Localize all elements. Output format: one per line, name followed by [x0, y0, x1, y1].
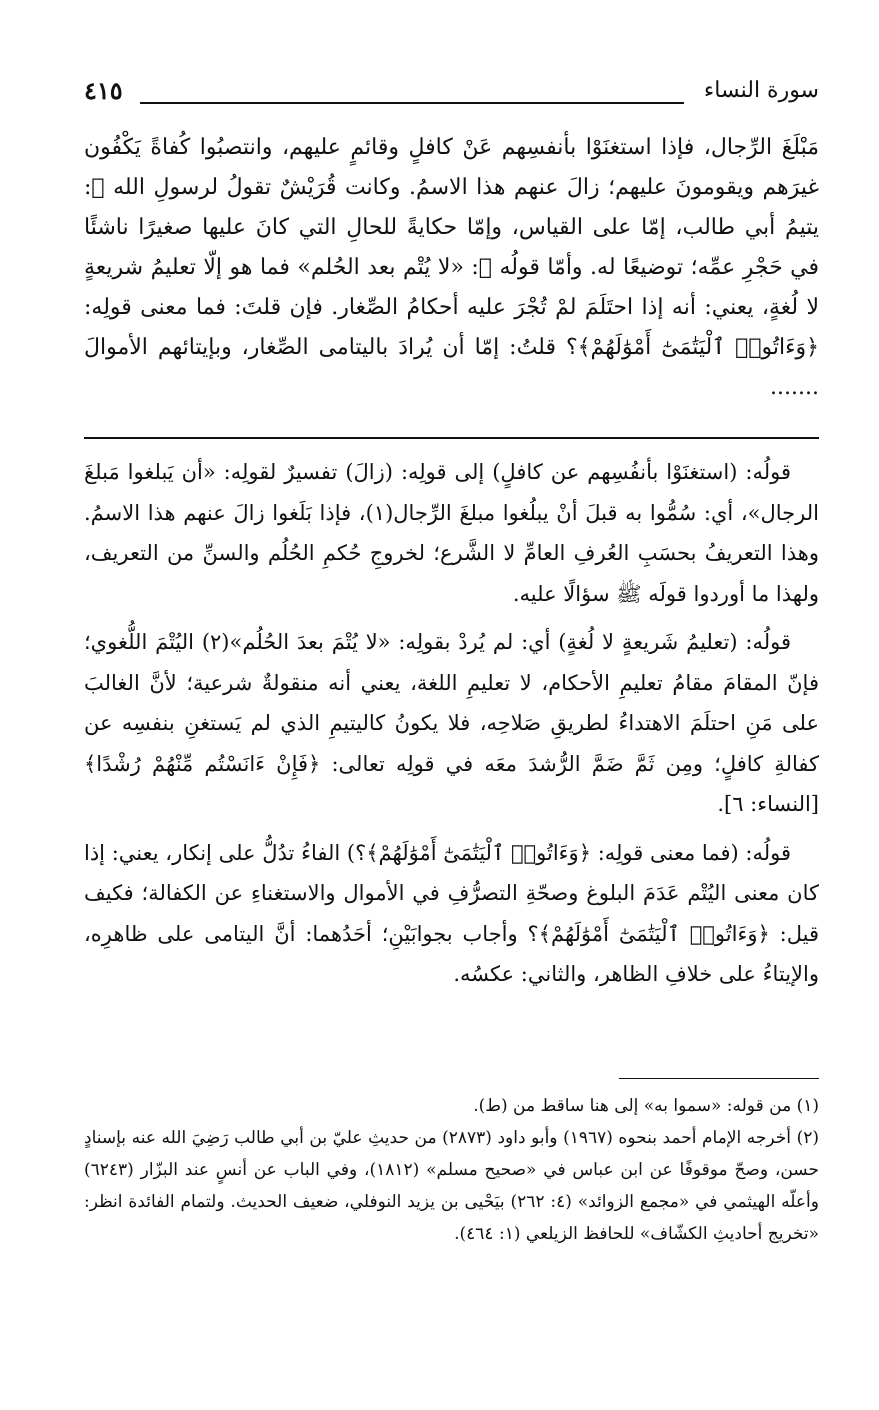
- commentary-block: [84, 452, 819, 1003]
- footnote-rule: [619, 1078, 819, 1079]
- footnote-2: (٢) أخرجه الإمام أحمد بنحوه (١٩٦٧) وأبو داود (٢٨٧٣) من حديثِ عليّ بن أبي طالب رَضِيَ الله عنه بإسنادٍ حسن، وصحّ موقوفًا عن ابن عباس في «صحيح مسلم» (١٨١٢)، وفي الباب عن أنسٍ عند البزّار (٦٢٤٣) وأعلّه الهيثمي في «مجمع الزوائد» (٤: ٢٦٢) بيَحْيى بن يزيد النوفلي، ضعيف الحديث. ولتمام الفائدة انظر: «تخريج أحاديثِ الكشّاف» للحافظ الزيلعي (١: ٤٦٤).: [84, 1128, 819, 1244]
- main-text-block: [84, 128, 819, 408]
- commentary-paragraph-1: قولُه: (استغنَوْا بأنفُسِهم عن كافلٍ) إلى قولِه: (زالَ) تفسيرٌ لقولِه: «أن يَبلغوا مَبلغَ الرجال»، أي: سُمُّوا به قبلَ أنْ يبلُغوا مبلغَ الرِّجال(١)، فإذا بَلَغوا زالَ عنهم هذا الاسمُ. وهذا التعريفُ بحسَبِ العُرفِ العامِّ لا الشَّرع؛ لخروجِ حُكمِ الحُلُم والسنِّ من التعريف، ولهذا ما أوردوا قولَه ﷺ سؤالًا عليه.: [84, 460, 819, 606]
- header-rule: [140, 102, 684, 104]
- commentary-paragraph-3: قولُه: (فما معنى قولِه: ﴿وَءَاتُوا۟ ٱلْيَتَٰمَىٰٓ أَمْوَٰلَهُمْ﴾؟) الفاءُ تدُلُّ على إنكار، يعني: إذا كان معنى اليُتْم عَدَمَ البلوغ وصحّةِ التصرُّفِ في الأموال والاستغناءِ عن الكفالة؛ فكيف قيل: ﴿وَءَاتُوا۟ ٱلْيَتَٰمَىٰٓ أَمْوَٰلَهُمْ﴾؟ وأجاب بجوابَيْنِ؛ أحَدُهما: أنَّ اليتامى على ظاهرِه، والإيتاءُ على خلافِ الظاهر، والثاني: عكسُه.: [84, 840, 819, 986]
- footnote-1: (١) من قوله: «سموا به» إلى هنا ساقط من (ط).: [473, 1096, 819, 1116]
- chapter-title: سورة النساء: [703, 78, 819, 103]
- page-header: [84, 60, 819, 112]
- main-text-paragraph: مَبْلَغَ الرِّجال، فإذا استغنَوْا بأنفسِهم عَنْ كافلٍ وقائمٍ عليهم، وانتصبُوا كُفاةً يَكْفُون غيرَهم ويقومونَ عليهم؛ زالَ عنهم هذا الاسمُ. وكانت قُرَيْشٌ تقولُ لرسولِ الله ﷺ: يتيمُ أبي طالب، إمّا على القياس، وإمّا حكايةً للحالِ التي كانَ عليها صغيرًا ناشئًا في حَجْرِ عمِّه؛ توضيعًا له. وأمّا قولُه ﷺ: «لا يُتْم بعد الحُلم» فما هو إلّا تعليمُ شريعةٍ لا لُغةٍ، يعني: أنه إذا احتَلَمَ لمْ تُجْرَ عليه أحكامُ الصِّغار. فإن قلتَ: فما معنى قولِه: ﴿وَءَاتُوا۟ ٱلْيَتَٰمَىٰٓ أَمْوَٰلَهُمْ﴾؟ قلتُ: إمّا أن يُرادَ باليتامى الصِّغار، وبإيتائهم الأموالَ .......: [84, 135, 819, 400]
- footnotes-block: [84, 1090, 819, 1250]
- page-number: ٤١٥: [84, 76, 123, 105]
- section-divider: [84, 437, 819, 439]
- commentary-paragraph-2: قولُه: (تعليمُ شَريعةٍ لا لُغةٍ) أي: لم يُردْ بقولِه: «لا يُتْمَ بعدَ الحُلُم»(٢) اليُتْمَ اللُّغوي؛ فإنّ المقامَ مقامُ تعليمِ الأحكام، لا تعليمِ اللغة، يعني أنه منقولةٌ شرعية؛ لأنَّ الغالبَ على مَنِ احتلَمَ الاهتداءُ لطريقِ صَلاحِه، فلا يكونُ كاليتيمِ الذي لم يَستغنِ بنفسِه عن كفالةِ كافلٍ؛ ومِن ثَمَّ ضَمَّ الرُّشدَ معَه في قولِه تعالى: ﴿فَإِنْ ءَانَسْتُم مِّنْهُمْ رُشْدًا﴾ [النساء: ٦].: [84, 630, 819, 816]
